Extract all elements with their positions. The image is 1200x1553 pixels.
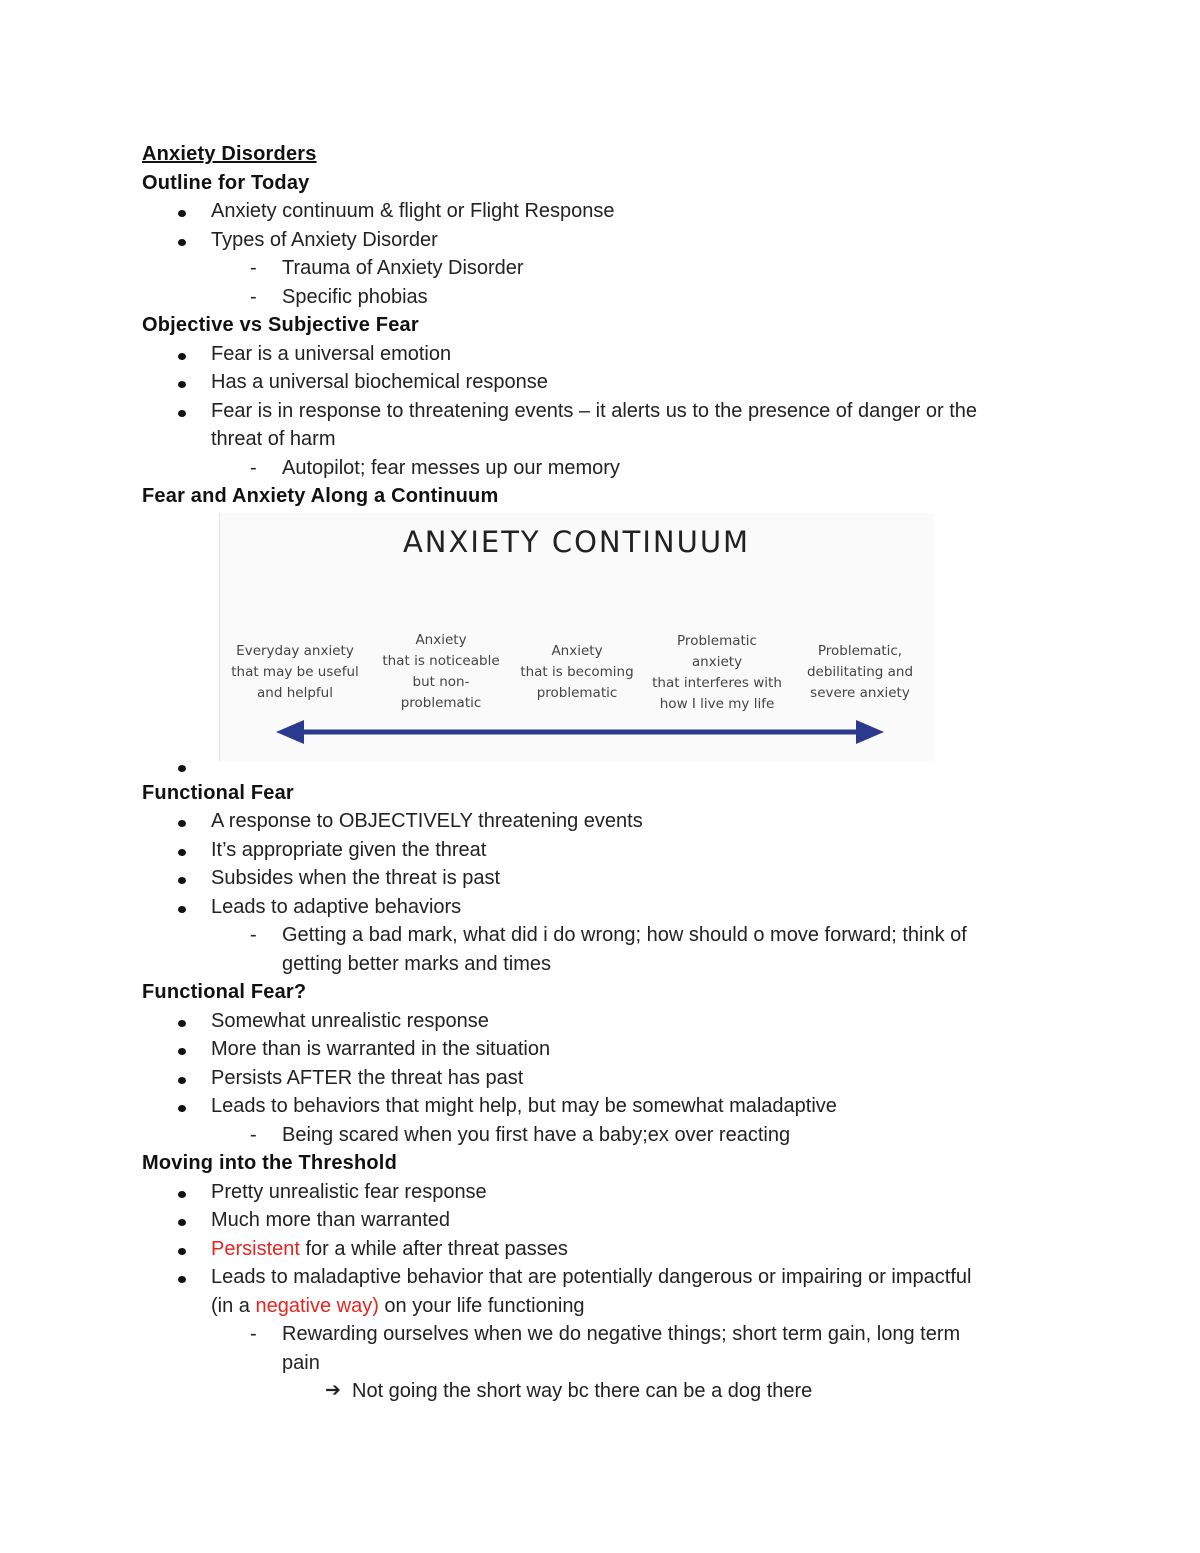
list-item-continued: (in a negative way) on your life functioning — [211, 1294, 585, 1317]
bullet-icon — [178, 210, 186, 217]
dash-icon: - — [250, 257, 257, 279]
sub-list-item: - Rewarding ourselves when we do negative things; short term gain, long term — [142, 1320, 1062, 1349]
list-item: A response to OBJECTIVELY threatening events — [142, 807, 1062, 836]
continuum-label-interferes: Problematic anxiety that interferes with how I live my life — [652, 632, 782, 712]
sub-list-item: - Being scared when you first have a baby;ex over reacting — [142, 1121, 1062, 1150]
sub-list-item: - Autopilot; fear messes up our memory — [142, 454, 1062, 483]
bullet-icon — [178, 353, 186, 360]
continuum-heading: Fear and Anxiety Along a Continuum — [142, 485, 499, 507]
bullet-icon — [178, 381, 186, 388]
objective-heading: Objective vs Subjective Fear — [142, 314, 419, 336]
list-item: Somewhat unrealistic response — [142, 1007, 1062, 1036]
continuum-label-noticeable: Anxiety that is noticeable but non- problematic — [382, 631, 500, 711]
list-item-continued: threat of harm — [211, 428, 336, 450]
bullet-icon — [178, 877, 186, 884]
bullet-icon — [178, 239, 186, 246]
dash-icon: - — [250, 1323, 257, 1345]
sub-sub-list-item: ➔ Not going the short way bc there can be a dog there — [142, 1377, 1062, 1406]
bullet-icon — [178, 1048, 186, 1055]
list-item: Persistent for a while after threat passes — [142, 1235, 1062, 1264]
functional-q-heading: Functional Fear? — [142, 981, 307, 1003]
dash-icon: - — [250, 924, 257, 946]
continuum-arrow-left-head — [276, 720, 304, 744]
list-item: Much more than warranted — [142, 1206, 1062, 1235]
bullet-icon — [178, 1020, 186, 1027]
double-arrow-icon — [220, 513, 933, 761]
sub-list-item: - Getting a bad mark, what did i do wrong; how should o move forward; think of — [142, 921, 1062, 950]
bullet-icon — [178, 1276, 186, 1283]
list-item: Leads to behaviors that might help, but may be somewhat maladaptive — [142, 1092, 1062, 1121]
list-item: Subsides when the threat is past — [142, 864, 1062, 893]
list-item: Pretty unrealistic fear response — [142, 1178, 1062, 1207]
continuum-arrow-right-head — [856, 720, 884, 744]
anxiety-continuum-figure — [219, 513, 933, 761]
continuum-label-becoming: Anxiety that is becoming problematic — [520, 642, 634, 701]
list-item: More than is warranted in the situation — [142, 1035, 1062, 1064]
continuum-label-severe: Problematic, debilitating and severe anxiety — [806, 642, 914, 701]
dash-icon: - — [250, 456, 257, 479]
list-item: Persists AFTER the threat has past — [142, 1064, 1062, 1093]
list-item: Fear is in response to threatening events – it alerts us to the presence of danger or the — [142, 397, 1062, 426]
sub-list-item: - Trauma of Anxiety Disorder — [142, 254, 1062, 283]
continuum-figure-title: ANXIETY CONTINUUM — [402, 524, 751, 559]
bullet-icon — [178, 906, 186, 913]
highlight-text: negative way) — [255, 1294, 379, 1317]
bullet-icon — [178, 1077, 186, 1084]
bullet-icon — [178, 849, 186, 856]
bullet-icon — [178, 820, 186, 827]
highlight-text: Persistent — [211, 1237, 300, 1260]
dash-icon: - — [250, 285, 257, 308]
bullet-icon — [178, 1248, 186, 1255]
list-item: Leads to maladaptive behavior that are potentially dangerous or impairing or impactful — [142, 1263, 1062, 1292]
bullet-icon — [178, 765, 186, 772]
list-item: Leads to adaptive behaviors — [142, 893, 1062, 922]
list-item: Anxiety continuum & flight or Flight Response — [142, 197, 1062, 226]
list-item: It’s appropriate given the threat — [142, 836, 1062, 865]
bullet-icon — [178, 410, 186, 417]
dash-icon: - — [250, 1123, 257, 1146]
bullet-icon — [178, 1191, 186, 1198]
list-item: Types of Anxiety Disorder — [142, 226, 1062, 255]
functional-heading: Functional Fear — [142, 781, 294, 804]
document-title: Anxiety Disorders — [142, 143, 317, 165]
sub-list-item: - Specific phobias — [142, 283, 1062, 312]
document-page — [142, 140, 1062, 1406]
outline-heading: Outline for Today — [142, 171, 310, 194]
list-item: Has a universal biochemical response — [142, 368, 1062, 397]
sub-list-item-continued: getting better marks and times — [282, 952, 552, 975]
sub-list-item-continued: pain — [282, 1351, 320, 1374]
list-item: Fear is a universal emotion — [142, 340, 1062, 369]
threshold-heading: Moving into the Threshold — [142, 1152, 397, 1174]
continuum-figure-row — [142, 511, 1062, 779]
bullet-icon — [178, 1105, 186, 1112]
bullet-icon — [178, 1219, 186, 1226]
continuum-label-everyday: Everyday anxiety that may be useful and helpful — [231, 642, 359, 701]
arrow-bullet-icon: ➔ — [325, 1380, 341, 1401]
